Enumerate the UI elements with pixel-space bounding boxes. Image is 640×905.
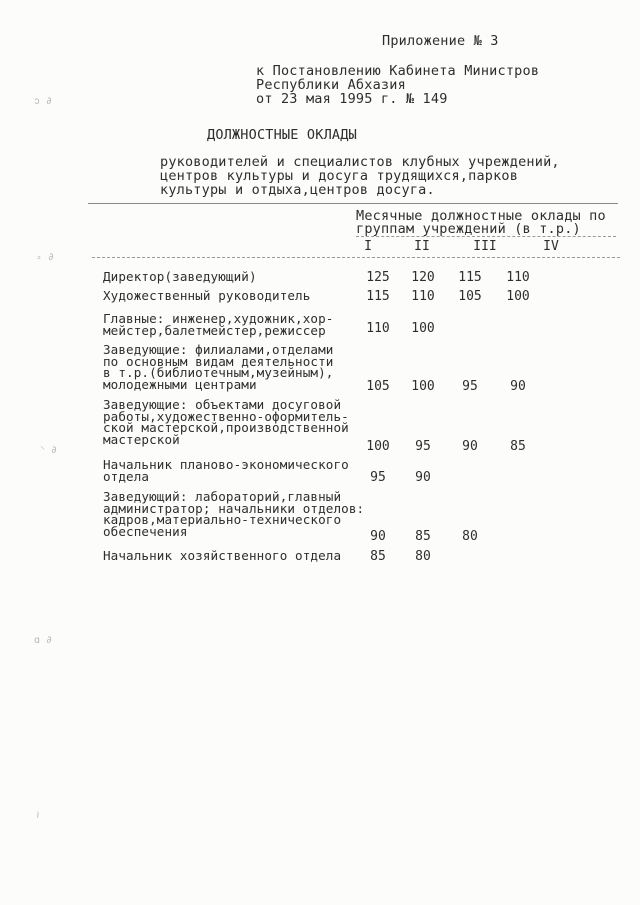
table-cell-group-4: 100 [506,289,530,304]
group-header-line-2: группам учреждений (в т.р.) [356,221,581,237]
table-cell-group-2: 90 [415,470,431,485]
table-cell-group-2: 100 [411,321,435,336]
table-cell-group-2: 100 [411,379,435,394]
table-cell-group-3: 115 [458,270,482,285]
scan-mark: ⸗ ∂ [36,252,55,263]
table-row-position: Заведующие: филиалами,отделами по основным видам деятельности в т.р.(библиотечным,музейным), молодежными центрами [103,342,334,392]
group-label-2: II [414,239,430,254]
table-cell-group-1: 110 [366,321,390,336]
table-cell-group-1: 100 [366,439,390,454]
table-cell-group-1: 85 [370,549,386,564]
scan-mark: ↄ ∂ [34,96,53,107]
group-label-4: IV [543,239,559,254]
reference-line-2: Республики Абхазия [256,77,406,93]
table-row-position: Начальник хозяйственного отдела [103,548,342,563]
table-cell-group-2: 110 [411,289,435,304]
table-cell-group-4: 110 [506,270,530,285]
table-row-position: Заведующий: лабораторий,главный администратор; начальники отделов: кадров,материально-технического обеспечения [103,489,365,539]
table-cell-group-1: 115 [366,289,390,304]
table-cell-group-2: 85 [415,529,431,544]
scan-mark: ⸌ ∂ [40,445,58,456]
table-cell-group-3: 105 [458,289,482,304]
page-title: ДОЛЖНОСТНЫЕ ОКЛАДЫ [207,127,357,143]
table-row-position: Художественный руководитель [103,288,311,303]
group-header-line-1: Месячные должностные оклады по [356,208,606,224]
subtitle-line-1: руководителей и специалистов клубных учреждений, [160,154,560,170]
table-cell-group-4: 90 [510,379,526,394]
table-row-position: Главные: инженер,художник,хор- мейстер,балетмейстер,режиссер [103,311,334,338]
subtitle-line-3: культуры и отдыха,центров досуга. [160,182,435,198]
table-cell-group-2: 95 [415,439,431,454]
reference-line-1: к Постановлению Кабинета Министров [256,63,540,79]
table-cell-group-2: 120 [411,270,435,285]
table-cell-group-4: 85 [510,439,526,454]
table-top-rule [88,203,618,204]
group-label-3: III [473,239,497,254]
table-cell-group-1: 95 [370,470,386,485]
table-row-position: Заведующие: объектами досуговой работы,художественно-оформитель- ской мастерской,производственной мастерской [103,397,349,447]
appendix-label: Приложение № 3 [382,33,499,49]
reference-line-3: от 23 мая 1995 г. № 149 [256,91,448,107]
table-cell-group-1: 90 [370,529,386,544]
subtitle-line-2: центров культуры и досуга трудящихся,парков [160,168,519,184]
table-cell-group-1: 105 [366,379,390,394]
table-row-position: Директор(заведующий) [103,269,257,284]
table-row-position: Начальник планово-экономического отдела [103,457,349,484]
table-header-bottom-rule [92,257,620,258]
table-cell-group-1: 125 [366,270,390,285]
table-cell-group-3: 90 [462,439,478,454]
table-cell-group-3: 80 [462,529,478,544]
scan-mark: ɑ ∂ [34,635,53,646]
table-cell-group-2: 80 [415,549,431,564]
table-cell-group-3: 95 [462,379,478,394]
group-label-1: I [364,239,372,254]
scan-mark: ≀ [36,810,40,821]
